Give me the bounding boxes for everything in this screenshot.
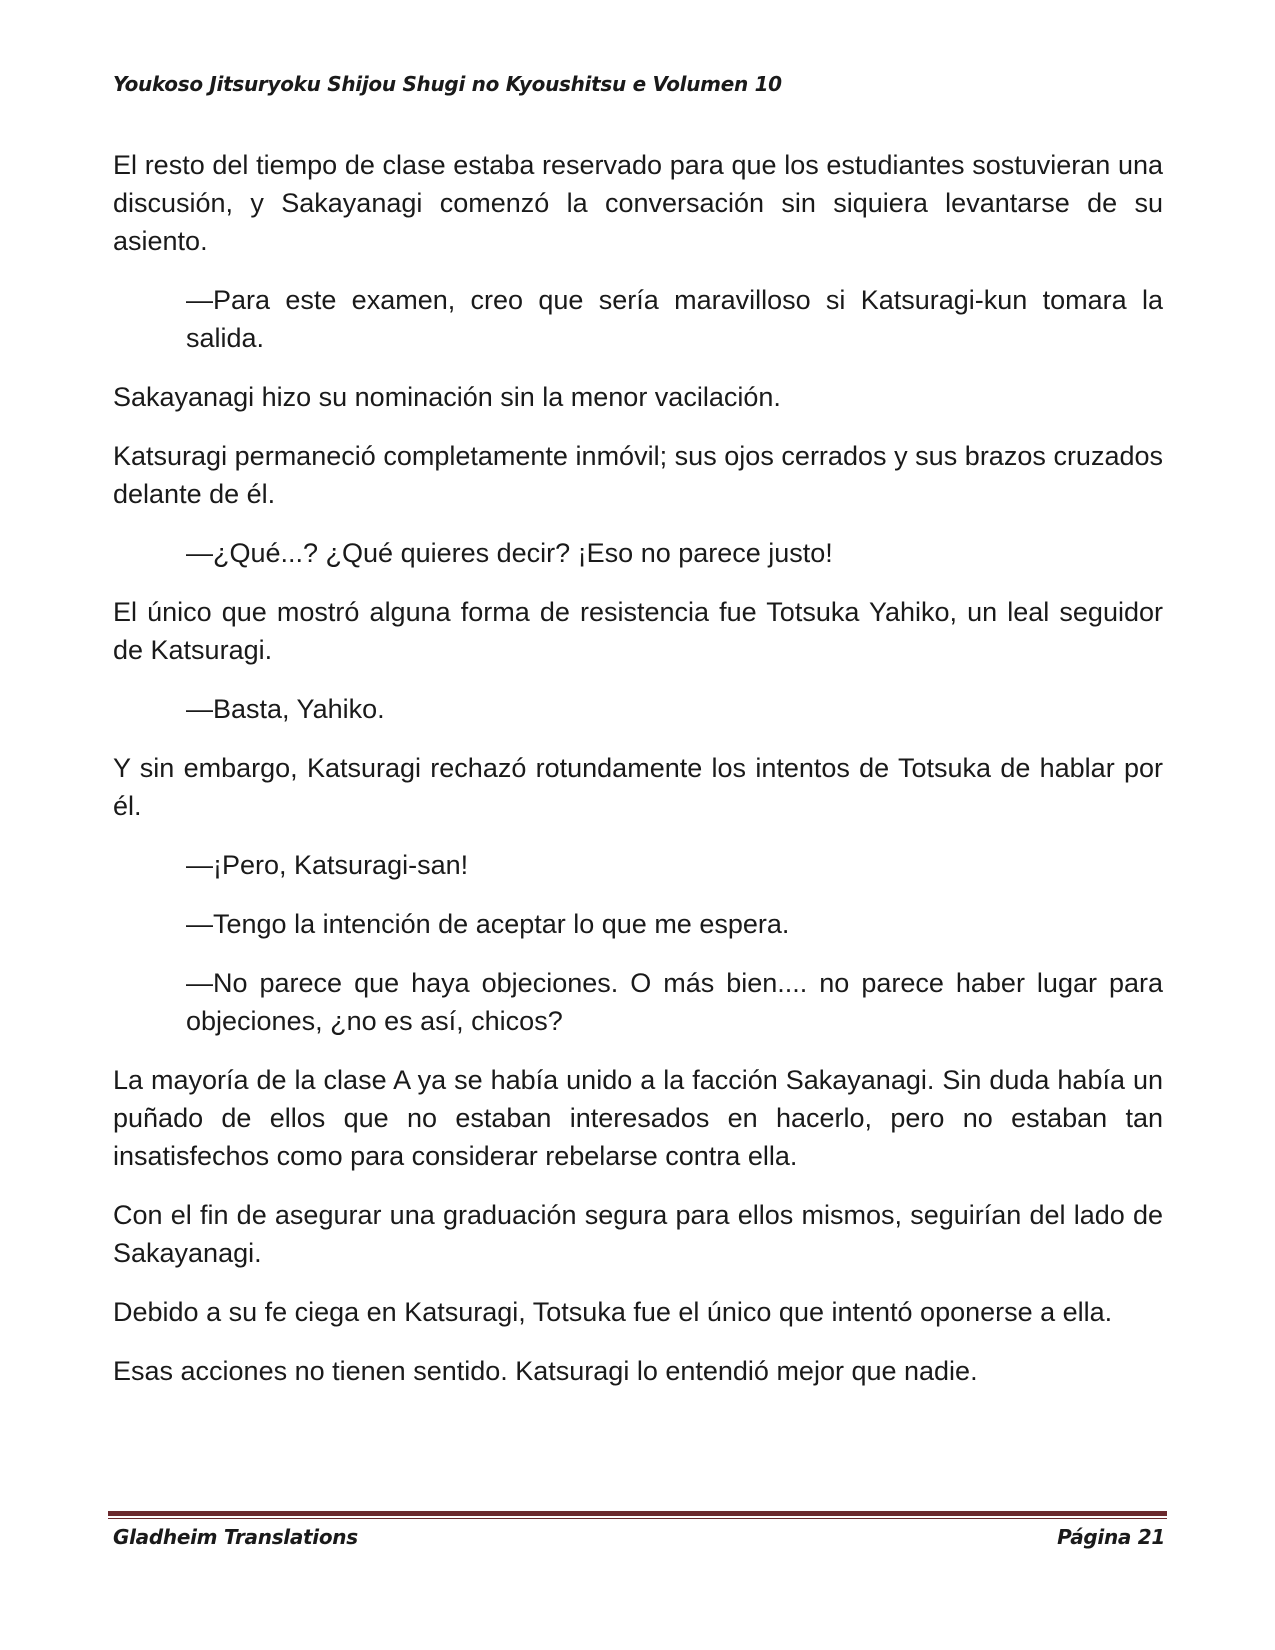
dialogue-line: —¡Pero, Katsuragi-san! (186, 850, 469, 880)
footer-divider-thick (108, 1511, 1167, 1516)
paragraph: El resto del tiempo de clase estaba reservado para que los estudiantes sostuvieran una discusión, y Sakayanagi comenzó la conversación sin siquiera levantarse de su asiento. (113, 150, 1163, 256)
footer-divider-thin (108, 1518, 1167, 1519)
paragraph: La mayoría de la clase A ya se había unido a la facción Sakayanagi. Sin duda había un puñado de ellos que no estaban interesados en hacerlo, pero no estaban tan insatisfechos como para considerar rebelarse contra ella. (113, 1065, 1163, 1171)
dialogue-line: —Basta, Yahiko. (186, 694, 385, 724)
paragraph: Debido a su fe ciega en Katsuragi, Totsuka fue el único que intentó oponerse a ella. (113, 1297, 1113, 1327)
paragraph: Con el fin de asegurar una graduación segura para ellos mismos, seguirían del lado de Sakayanagi. (113, 1200, 1163, 1268)
footer-publisher: Gladheim Translations (113, 1525, 358, 1549)
dialogue-line: —Tengo la intención de aceptar lo que me espera. (186, 909, 790, 939)
page-number: Página 21 (1057, 1525, 1165, 1549)
running-header: Youkoso Jitsuryoku Shijou Shugi no Kyoushitsu e Volumen 10 (113, 72, 782, 96)
paragraph: El único que mostró alguna forma de resistencia fue Totsuka Yahiko, un leal seguidor de Katsuragi. (113, 597, 1163, 665)
paragraph: Katsuragi permaneció completamente inmóvil; sus ojos cerrados y sus brazos cruzados delante de él. (113, 441, 1163, 509)
paragraph: Esas acciones no tienen sentido. Katsuragi lo entendió mejor que nadie. (113, 1356, 978, 1386)
paragraph: Y sin embargo, Katsuragi rechazó rotundamente los intentos de Totsuka de hablar por él. (113, 753, 1163, 821)
page-body (113, 146, 1163, 1411)
dialogue-line: —¿Qué...? ¿Qué quieres decir? ¡Eso no parece justo! (186, 538, 833, 568)
dialogue-line: —Para este examen, creo que sería maravilloso si Katsuragi-kun tomara la salida. (186, 285, 1163, 353)
paragraph: Sakayanagi hizo su nominación sin la menor vacilación. (113, 382, 781, 412)
dialogue-line: —No parece que haya objeciones. O más bien.... no parece haber lugar para objeciones, ¿no es así, chicos? (186, 968, 1163, 1036)
footer-divider (108, 1511, 1167, 1519)
